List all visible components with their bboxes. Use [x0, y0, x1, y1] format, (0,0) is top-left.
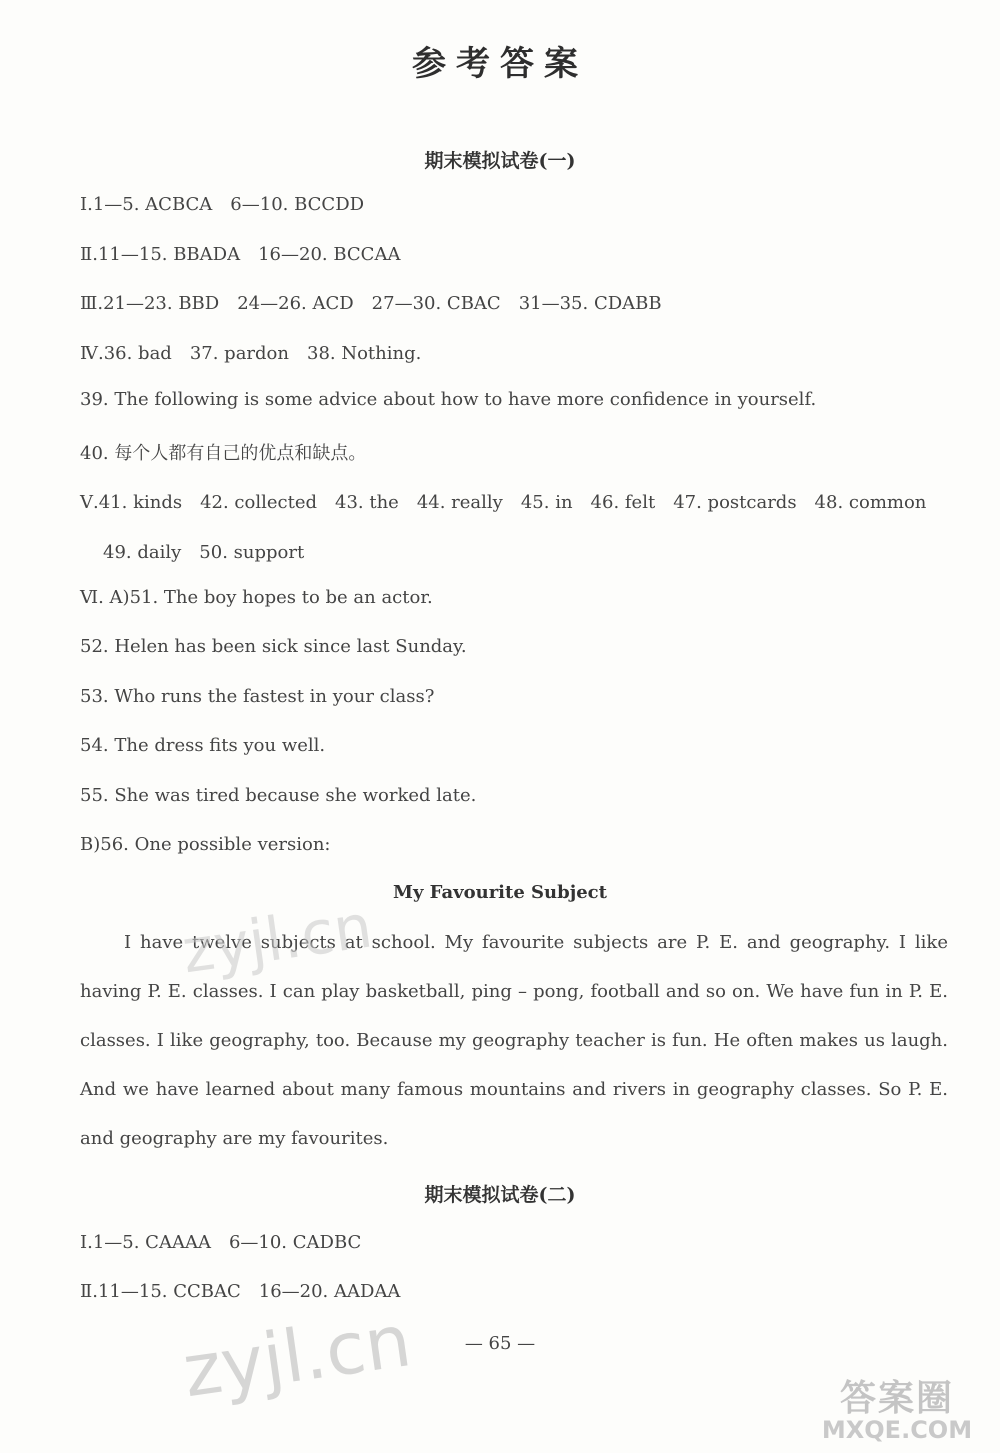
- answer-line: 53. Who runs the fastest in your class?: [80, 686, 435, 707]
- watermark-brand-cn: 答案圈: [839, 1378, 954, 1419]
- answer-line: 54. The dress fits you well.: [80, 735, 326, 756]
- watermark-zyjl: zyjl.cn: [178, 891, 377, 988]
- essay-body: I have twelve subjects at school. My favourite subjects are P. E. and geography. I like having P. E. classes. I can play basketball, ping – pong, football and so on. We have fun in P. E. classes. I like geography, too. Because my geography teacher is fun. He often makes us laugh. And we have learned about many famous mountains and rivers in geography classes. So P. E. and geography are my favourites.: [80, 932, 948, 1149]
- essay-title: My Favourite Subject: [393, 882, 607, 903]
- answer-line: Ⅰ.1—5. CAAAA 6—10. CADBC: [80, 1232, 362, 1253]
- answer-line: 40. 每个人都有自己的优点和缺点。: [80, 443, 367, 464]
- section-heading-exam-2: 期末模拟试卷(二): [424, 1184, 576, 1206]
- section-heading-exam-1: 期末模拟试卷(一): [424, 150, 576, 172]
- watermark-zyjl: zyjl.cn: [178, 1298, 416, 1414]
- answer-line: Ⅱ.11—15. BBADA 16—20. BCCAA: [80, 244, 401, 265]
- answer-line: Ⅱ.11—15. CCBAC 16—20. AADAA: [80, 1281, 401, 1302]
- answer-line: Ⅳ.36. bad 37. pardon 38. Nothing.: [80, 343, 422, 364]
- answer-line: Ⅰ.1—5. ACBCA 6—10. BCCDD: [80, 194, 365, 215]
- page-title: 参考答案: [412, 44, 588, 84]
- answer-line: Ⅲ.21—23. BBD 24—26. ACD 27—30. CBAC 31—35. CDABB: [80, 293, 662, 314]
- answer-line: Ⅵ. A)51. The boy hopes to be an actor.: [80, 587, 433, 608]
- answer-line: Ⅴ.41. kinds 42. collected 43. the 44. really 45. in 46. felt 47. postcards 48. common: [80, 492, 927, 513]
- answer-line: 39. The following is some advice about how to have more confidence in yourself.: [80, 389, 817, 410]
- watermark-brand-en: MXQE.COM: [821, 1416, 973, 1444]
- answer-line: 49. daily 50. support: [103, 542, 305, 563]
- page-number: — 65 —: [464, 1333, 536, 1354]
- answer-line: 55. She was tired because she worked late.: [80, 785, 477, 806]
- watermark-brand-logo: [808, 1370, 986, 1446]
- answer-line: 52. Helen has been sick since last Sunday.: [80, 636, 467, 657]
- answer-line: B)56. One possible version:: [80, 834, 331, 855]
